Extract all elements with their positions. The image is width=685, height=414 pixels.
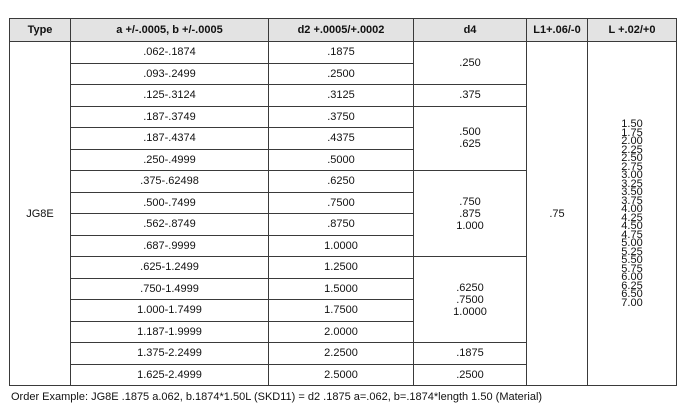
ab-range-cell: 1.000-1.7499 (71, 300, 269, 322)
d2-cell: .3750 (269, 106, 414, 128)
type-cell: JG8E (10, 42, 71, 386)
l-value: 6.50 (621, 288, 643, 300)
l-value: 3.00 (621, 169, 643, 181)
d2-cell: .6250 (269, 171, 414, 193)
header-l1: L1+.06/-0 (527, 19, 588, 42)
l-value: 7.00 (621, 296, 643, 309)
d2-cell: .5000 (269, 149, 414, 171)
header-l: L +.02/+0 (588, 19, 677, 42)
d4-value: .7500 (456, 293, 484, 306)
d2-cell: .4375 (269, 128, 414, 150)
d4-value: .2500 (456, 368, 484, 381)
ab-range-cell: .187-.4374 (71, 128, 269, 150)
l-value: 3.25 (621, 177, 643, 190)
l-value: 2.25 (621, 143, 643, 156)
d2-cell: 1.0000 (269, 235, 414, 257)
d2-cell: .3125 (269, 85, 414, 107)
header-a-b: a +/-.0005, b +/-.0005 (71, 19, 269, 42)
d4-cell (414, 257, 527, 343)
l-value: 6.00 (621, 271, 643, 283)
l-value: 1.50 (621, 118, 643, 130)
l-value: 4.50 (621, 220, 643, 232)
ab-range-cell: .687-.9999 (71, 235, 269, 257)
header-d2: d2 +.0005/+.0002 (269, 19, 414, 42)
l-cell (588, 42, 677, 386)
d4-value: .750 (459, 195, 481, 208)
d4-cell (414, 42, 527, 85)
ab-range-cell: .562-.8749 (71, 214, 269, 236)
ab-range-cell: .750-1.4999 (71, 278, 269, 300)
d2-cell: 2.2500 (269, 343, 414, 365)
ab-range-cell: .625-1.2499 (71, 257, 269, 279)
ab-range-cell: 1.625-2.4999 (71, 364, 269, 386)
d4-value: .250 (459, 57, 481, 69)
d4-value: .500 (459, 126, 481, 139)
ab-range-cell: .500-.7499 (71, 192, 269, 214)
l-value: 2.75 (621, 160, 643, 173)
header-type: Type (10, 19, 71, 42)
l-value: 2.50 (621, 152, 643, 164)
d2-cell: 1.5000 (269, 278, 414, 300)
l-value: 2.00 (621, 135, 643, 147)
ab-range-cell: 1.187-1.9999 (71, 321, 269, 343)
d2-cell: .7500 (269, 192, 414, 214)
d2-cell: .2500 (269, 63, 414, 85)
d4-value: 1.000 (456, 219, 484, 232)
order-example-note: Order Example: JG8E .1875 a.062, b.1874*1.50L (SKD11) = d2 .1875 a=.062, b=.1874*length 1.50 (Material) (11, 391, 543, 403)
d4-value: .375 (459, 89, 481, 102)
d2-cell: 1.2500 (269, 257, 414, 279)
l-value: 5.25 (621, 245, 643, 258)
ab-range-cell: 1.375-2.2499 (71, 343, 269, 365)
l1-cell: .75 (527, 42, 588, 386)
ab-range-cell: .125-.3124 (71, 85, 269, 107)
ab-range-cell: .250-.4999 (71, 149, 269, 171)
l-value: 5.00 (621, 237, 643, 249)
d4-value: .1875 (456, 347, 484, 360)
d4-value: .6250 (456, 281, 484, 294)
d2-cell: .1875 (269, 42, 414, 64)
l-value: 3.75 (621, 194, 643, 207)
table-row (10, 42, 677, 64)
d4-value: 1.0000 (453, 305, 487, 318)
d4-cell (414, 171, 527, 257)
ab-range-cell: .062-.1874 (71, 42, 269, 64)
d2-cell: 2.5000 (269, 364, 414, 386)
ab-range-cell: .187-.3749 (71, 106, 269, 128)
ab-range-cell: .093-.2499 (71, 63, 269, 85)
l-value: 6.25 (621, 279, 643, 292)
l-value: 5.75 (621, 262, 643, 275)
d4-value: .875 (459, 207, 481, 220)
d2-cell: 2.0000 (269, 321, 414, 343)
l-value: 4.00 (621, 203, 643, 215)
d4-cell (414, 85, 527, 107)
ab-range-cell: .375-.62498 (71, 171, 269, 193)
l-value: 4.75 (621, 228, 643, 241)
d2-cell: 1.7500 (269, 300, 414, 322)
d4-cell (414, 364, 527, 386)
header-d4: d4 (414, 19, 527, 42)
l-value: 3.50 (621, 186, 643, 198)
l-value: 4.25 (621, 211, 643, 224)
spec-table (9, 18, 677, 386)
l-value: 1.75 (621, 126, 643, 139)
d4-cell (414, 106, 527, 171)
header-row (10, 19, 677, 42)
d4-value: .625 (459, 138, 481, 151)
l-value: 5.50 (621, 254, 643, 266)
d4-cell (414, 343, 527, 365)
d2-cell: .8750 (269, 214, 414, 236)
